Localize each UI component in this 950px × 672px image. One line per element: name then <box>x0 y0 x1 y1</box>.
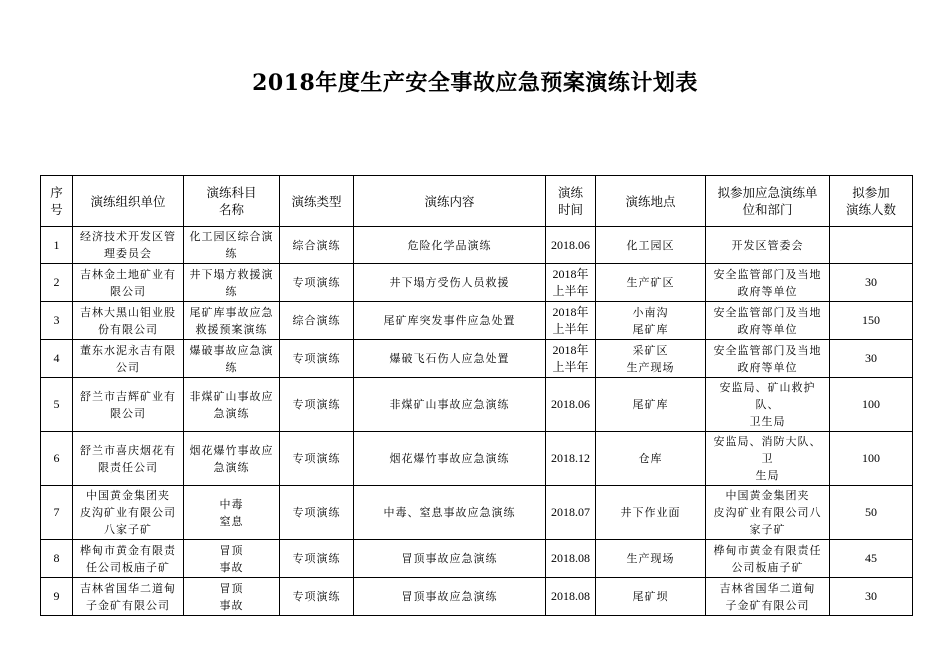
cell-content: 危险化学品演练 <box>354 227 546 264</box>
cell-content: 尾矿库突发事件应急处置 <box>354 302 546 340</box>
table-row <box>41 578 913 616</box>
cell-type: 专项演练 <box>280 432 354 486</box>
cell-content: 烟花爆竹事故应急演练 <box>354 432 546 486</box>
cell-content: 冒顶事故应急演练 <box>354 540 546 578</box>
header-content: 演练内容 <box>354 176 546 227</box>
cell-subject: 爆破事故应急演 练 <box>184 340 280 378</box>
header-time: 演练 时间 <box>546 176 596 227</box>
cell-time: 2018.06 <box>546 227 596 264</box>
cell-subject: 冒顶 事故 <box>184 540 280 578</box>
cell-type: 专项演练 <box>280 486 354 540</box>
cell-place: 生产现场 <box>596 540 706 578</box>
cell-org: 吉林金土地矿业有 限公司 <box>73 264 184 302</box>
cell-no: 8 <box>41 540 73 578</box>
cell-people: 30 <box>830 340 913 378</box>
cell-type: 专项演练 <box>280 540 354 578</box>
cell-depts: 吉林省国华二道甸 子金矿有限公司 <box>706 578 830 616</box>
table-row <box>41 486 913 540</box>
cell-people: 100 <box>830 432 913 486</box>
cell-place: 仓库 <box>596 432 706 486</box>
cell-place: 采矿区 生产现场 <box>596 340 706 378</box>
cell-depts: 安全监管部门及当地 政府等单位 <box>706 340 830 378</box>
cell-org: 中国黄金集团夹 皮沟矿业有限公司 八家子矿 <box>73 486 184 540</box>
cell-time: 2018年 上半年 <box>546 302 596 340</box>
cell-subject: 尾矿库事故应急 救援预案演练 <box>184 302 280 340</box>
cell-place: 井下作业面 <box>596 486 706 540</box>
cell-org: 吉林大黑山钼业股 份有限公司 <box>73 302 184 340</box>
cell-type: 专项演练 <box>280 340 354 378</box>
cell-content: 爆破飞石伤人应急处置 <box>354 340 546 378</box>
table-row <box>41 302 913 340</box>
cell-no: 3 <box>41 302 73 340</box>
header-place: 演练地点 <box>596 176 706 227</box>
cell-content: 中毒、窒息事故应急演练 <box>354 486 546 540</box>
cell-org: 董东水泥永吉有限 公司 <box>73 340 184 378</box>
cell-no: 5 <box>41 378 73 432</box>
cell-org: 舒兰市吉辉矿业有 限公司 <box>73 378 184 432</box>
cell-people: 150 <box>830 302 913 340</box>
cell-time: 2018年 上半年 <box>546 264 596 302</box>
drill-plan-table <box>40 175 913 616</box>
cell-subject: 非煤矿山事故应 急演练 <box>184 378 280 432</box>
table-row <box>41 227 913 264</box>
cell-no: 4 <box>41 340 73 378</box>
table-row <box>41 264 913 302</box>
cell-no: 7 <box>41 486 73 540</box>
cell-time: 2018.08 <box>546 540 596 578</box>
cell-subject: 冒顶 事故 <box>184 578 280 616</box>
cell-people: 30 <box>830 578 913 616</box>
header-org: 演练组织单位 <box>73 176 184 227</box>
cell-time: 2018.12 <box>546 432 596 486</box>
header-depts: 拟参加应急演练单 位和部门 <box>706 176 830 227</box>
table-row <box>41 540 913 578</box>
cell-depts: 安监局、矿山救护队、 卫生局 <box>706 378 830 432</box>
cell-people: 50 <box>830 486 913 540</box>
header-type: 演练类型 <box>280 176 354 227</box>
cell-subject: 井下塌方救援演 练 <box>184 264 280 302</box>
cell-time: 2018.07 <box>546 486 596 540</box>
cell-subject: 烟花爆竹事故应 急演练 <box>184 432 280 486</box>
header-subject: 演练科目 名称 <box>184 176 280 227</box>
cell-org: 吉林省国华二道甸 子金矿有限公司 <box>73 578 184 616</box>
cell-depts: 桦甸市黄金有限责任 公司板庙子矿 <box>706 540 830 578</box>
cell-no: 2 <box>41 264 73 302</box>
cell-type: 综合演练 <box>280 227 354 264</box>
cell-type: 专项演练 <box>280 578 354 616</box>
cell-people: 45 <box>830 540 913 578</box>
cell-people: 30 <box>830 264 913 302</box>
cell-no: 9 <box>41 578 73 616</box>
cell-place: 生产矿区 <box>596 264 706 302</box>
cell-depts: 安全监管部门及当地 政府等单位 <box>706 264 830 302</box>
cell-org: 舒兰市喜庆烟花有 限责任公司 <box>73 432 184 486</box>
cell-time: 2018.06 <box>546 378 596 432</box>
cell-type: 专项演练 <box>280 378 354 432</box>
cell-depts: 中国黄金集团夹 皮沟矿业有限公司八 家子矿 <box>706 486 830 540</box>
cell-org: 经济技术开发区管 理委员会 <box>73 227 184 264</box>
cell-place: 尾矿库 <box>596 378 706 432</box>
table-body <box>41 227 913 616</box>
header-no: 序 号 <box>41 176 73 227</box>
cell-people <box>830 227 913 264</box>
table-row <box>41 432 913 486</box>
cell-type: 专项演练 <box>280 264 354 302</box>
cell-place: 化工园区 <box>596 227 706 264</box>
cell-org: 桦甸市黄金有限责 任公司板庙子矿 <box>73 540 184 578</box>
cell-place: 小南沟 尾矿库 <box>596 302 706 340</box>
cell-no: 1 <box>41 227 73 264</box>
page-title: 2018年度生产安全事故应急预案演练计划表 <box>252 70 698 96</box>
cell-place: 尾矿坝 <box>596 578 706 616</box>
cell-depts: 开发区管委会 <box>706 227 830 264</box>
cell-time: 2018年 上半年 <box>546 340 596 378</box>
cell-content: 非煤矿山事故应急演练 <box>354 378 546 432</box>
cell-subject: 化工园区综合演 练 <box>184 227 280 264</box>
table-row <box>41 340 913 378</box>
cell-time: 2018.08 <box>546 578 596 616</box>
header-people: 拟参加 演练人数 <box>830 176 913 227</box>
cell-depts: 安监局、消防大队、卫 生局 <box>706 432 830 486</box>
table-header-row <box>41 176 913 227</box>
cell-type: 综合演练 <box>280 302 354 340</box>
cell-depts: 安全监管部门及当地 政府等单位 <box>706 302 830 340</box>
cell-content: 井下塌方受伤人员救援 <box>354 264 546 302</box>
table-row <box>41 378 913 432</box>
cell-no: 6 <box>41 432 73 486</box>
cell-people: 100 <box>830 378 913 432</box>
cell-content: 冒顶事故应急演练 <box>354 578 546 616</box>
cell-subject: 中毒 窒息 <box>184 486 280 540</box>
